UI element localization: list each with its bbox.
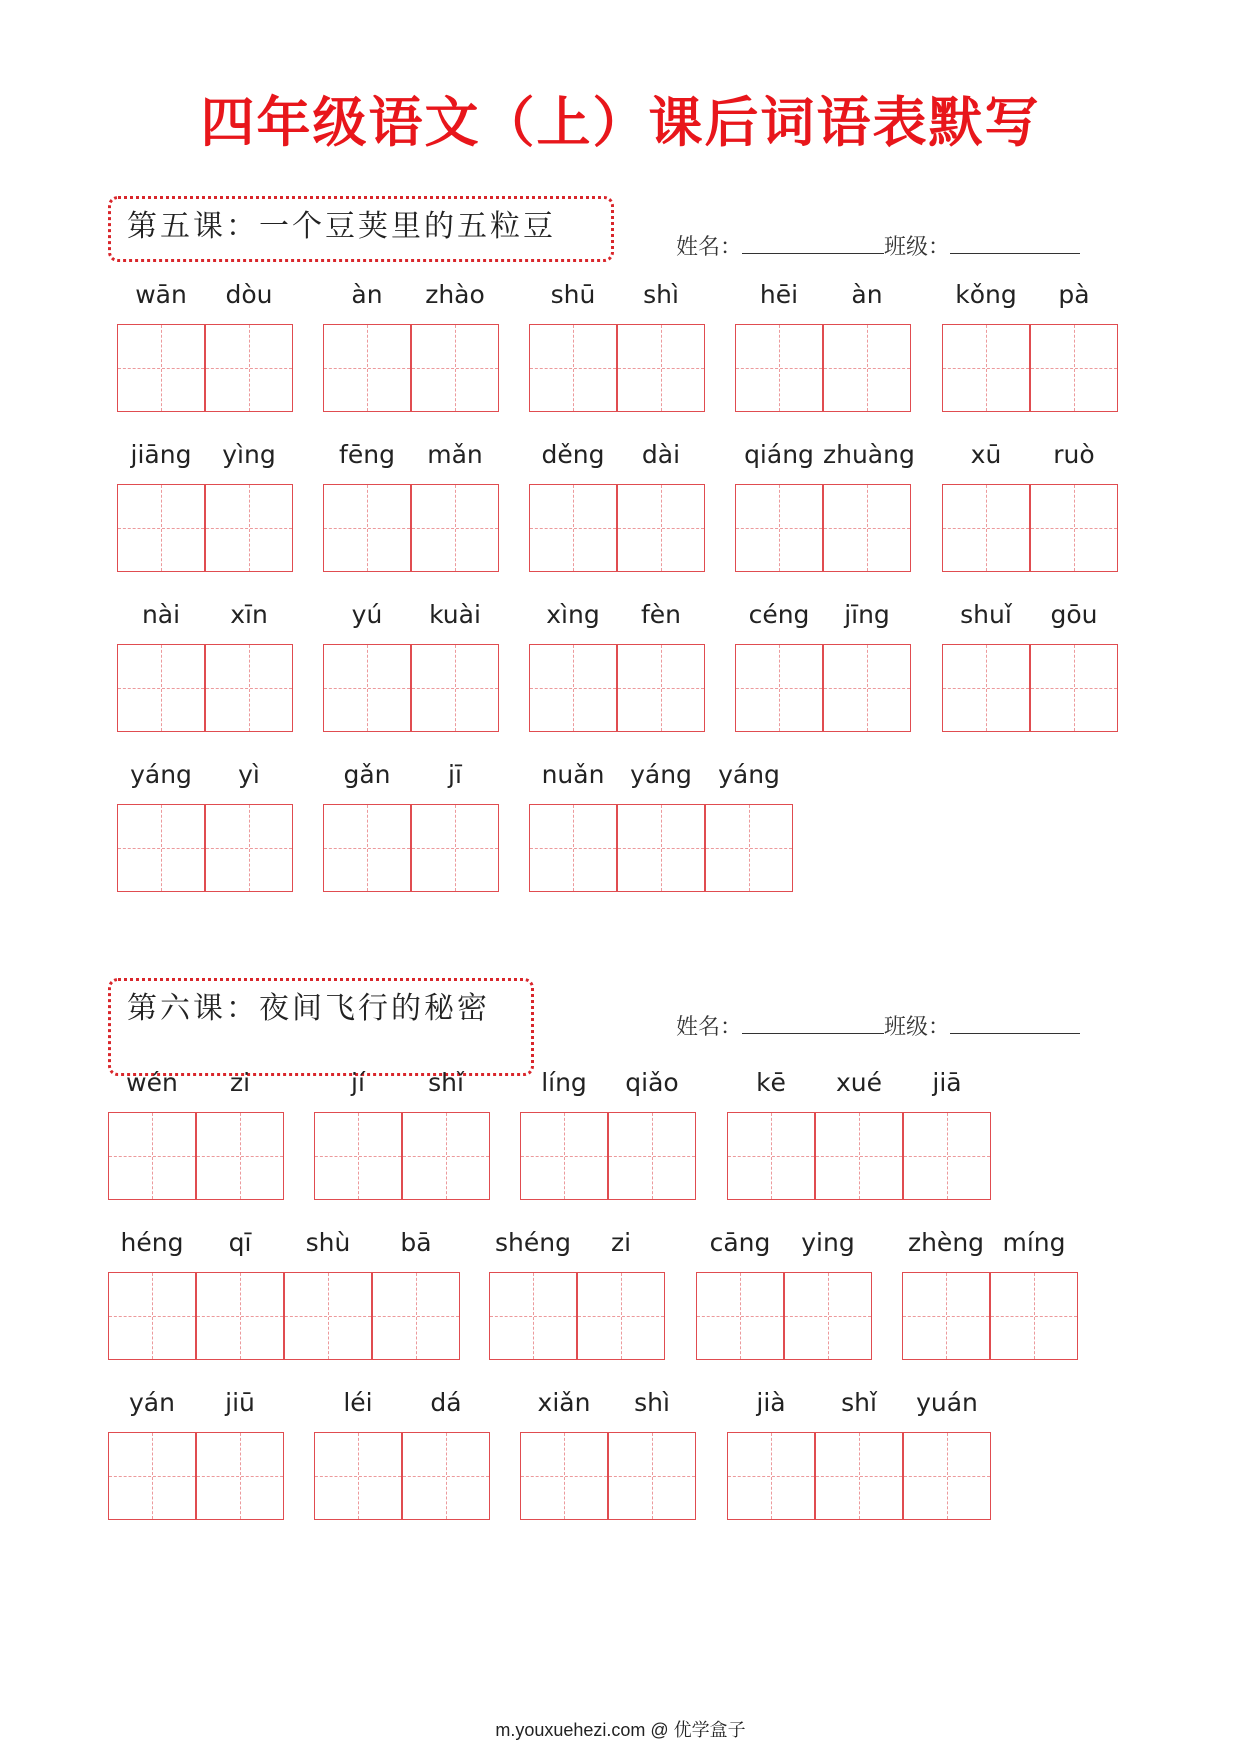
pinyin-syllable: ruò — [1053, 440, 1095, 469]
writing-cell[interactable] — [529, 324, 617, 412]
pinyin-syllable: míng — [1002, 1228, 1066, 1257]
writing-cell[interactable] — [696, 1272, 784, 1360]
pinyin-syllable: dá — [430, 1388, 462, 1417]
pinyin-syllable: yán — [129, 1388, 175, 1417]
writing-cell[interactable] — [617, 484, 705, 572]
writing-cell[interactable] — [205, 324, 293, 412]
writing-cell[interactable] — [314, 1112, 402, 1200]
writing-cell[interactable] — [902, 1272, 990, 1360]
pinyin-syllable: xīn — [230, 600, 268, 629]
pinyin-syllable: shū — [550, 280, 596, 309]
writing-cell[interactable] — [727, 1112, 815, 1200]
writing-cell[interactable] — [108, 1432, 196, 1520]
pinyin-syllable: jīng — [844, 600, 890, 629]
pinyin-syllable: zhuàng — [823, 440, 915, 469]
writing-cell[interactable] — [489, 1272, 577, 1360]
writing-cell[interactable] — [815, 1112, 903, 1200]
writing-cell[interactable] — [411, 804, 499, 892]
pinyin-syllable: àn — [851, 280, 883, 309]
pinyin-syllable: qī — [228, 1228, 252, 1257]
class-label: 班级： — [884, 235, 951, 260]
pinyin-syllable: qiáng — [744, 440, 814, 469]
writing-cell[interactable] — [617, 324, 705, 412]
pinyin-syllable: céng — [748, 600, 810, 629]
class-blank[interactable] — [950, 1013, 1080, 1034]
class-label: 班级： — [884, 1015, 951, 1040]
pinyin-syllable: dài — [641, 440, 681, 469]
pinyin-syllable: yáng — [718, 760, 780, 789]
pinyin-syllable: xìng — [546, 600, 600, 629]
writing-cell[interactable] — [942, 484, 1030, 572]
pinyin-syllable: shéng — [495, 1228, 571, 1257]
name-blank[interactable] — [742, 1013, 884, 1034]
writing-cell[interactable] — [903, 1432, 991, 1520]
pinyin-syllable: jiū — [225, 1388, 255, 1417]
writing-cell[interactable] — [784, 1272, 872, 1360]
pinyin-syllable: shì — [634, 1388, 670, 1417]
pinyin-syllable: shǐ — [428, 1068, 464, 1097]
writing-cell[interactable] — [529, 644, 617, 732]
writing-cell[interactable] — [823, 484, 911, 572]
pinyin-syllable: yú — [351, 600, 383, 629]
pinyin-syllable: shù — [305, 1228, 351, 1257]
pinyin-syllable: xiǎn — [537, 1388, 591, 1417]
writing-cell[interactable] — [108, 1112, 196, 1200]
pinyin-syllable: shuǐ — [960, 600, 1012, 629]
writing-cell[interactable] — [196, 1112, 284, 1200]
pinyin-syllable: zhào — [425, 280, 485, 309]
writing-cell[interactable] — [205, 484, 293, 572]
writing-cell[interactable] — [608, 1432, 696, 1520]
writing-cell[interactable] — [117, 804, 205, 892]
writing-cell[interactable] — [735, 484, 823, 572]
writing-cell[interactable] — [411, 484, 499, 572]
pinyin-syllable: xué — [835, 1068, 883, 1097]
writing-cell[interactable] — [815, 1432, 903, 1520]
writing-cell[interactable] — [823, 644, 911, 732]
pinyin-syllable: líng — [541, 1068, 587, 1097]
writing-cell[interactable] — [617, 804, 705, 892]
writing-cell[interactable] — [529, 804, 617, 892]
writing-cell[interactable] — [411, 644, 499, 732]
pinyin-syllable: yáng — [130, 760, 192, 789]
writing-cell[interactable] — [942, 644, 1030, 732]
writing-cell[interactable] — [608, 1112, 696, 1200]
writing-cell[interactable] — [402, 1112, 490, 1200]
pinyin-syllable: qiǎo — [625, 1068, 679, 1097]
student-info-lesson-5 — [676, 230, 1080, 261]
writing-cell[interactable] — [735, 644, 823, 732]
pinyin-syllable: àn — [351, 280, 383, 309]
writing-cell[interactable] — [372, 1272, 460, 1360]
name-label: 姓名： — [676, 235, 743, 260]
writing-cell[interactable] — [735, 324, 823, 412]
name-blank[interactable] — [742, 233, 884, 254]
writing-cell[interactable] — [196, 1272, 284, 1360]
pinyin-syllable: dòu — [225, 280, 273, 309]
pinyin-syllable: yuán — [916, 1388, 978, 1417]
pinyin-syllable: xū — [970, 440, 1002, 469]
writing-cell[interactable] — [323, 324, 411, 412]
pinyin-syllable: ying — [801, 1228, 855, 1257]
pinyin-syllable: jià — [756, 1388, 786, 1417]
writing-cell[interactable] — [823, 324, 911, 412]
writing-cell[interactable] — [205, 644, 293, 732]
footer-source: m.youxuehezi.com @ 优学盒子 — [495, 1720, 746, 1740]
writing-cell[interactable] — [411, 324, 499, 412]
writing-cell[interactable] — [942, 324, 1030, 412]
writing-cell[interactable] — [529, 484, 617, 572]
pinyin-syllable: bā — [400, 1228, 432, 1257]
writing-cell[interactable] — [117, 484, 205, 572]
pinyin-syllable: kuài — [429, 600, 481, 629]
page-title: 四年级语文（上）课后词语表默写 — [200, 91, 1041, 154]
writing-cell[interactable] — [990, 1272, 1078, 1360]
writing-cell[interactable] — [314, 1432, 402, 1520]
writing-cell[interactable] — [117, 324, 205, 412]
pinyin-syllable: mǎn — [427, 440, 483, 469]
pinyin-syllable: fēng — [339, 440, 395, 469]
pinyin-syllable: shì — [643, 280, 679, 309]
pinyin-syllable: zi — [610, 1228, 632, 1257]
writing-cell[interactable] — [1030, 324, 1118, 412]
writing-cell[interactable] — [196, 1432, 284, 1520]
class-blank[interactable] — [950, 233, 1080, 254]
writing-cell[interactable] — [520, 1432, 608, 1520]
pinyin-syllable: fèn — [640, 600, 682, 629]
pinyin-syllable: héng — [120, 1228, 184, 1257]
writing-cell[interactable] — [402, 1432, 490, 1520]
pinyin-syllable: cāng — [709, 1228, 771, 1257]
pinyin-syllable: jí — [351, 1068, 365, 1097]
pinyin-syllable: nuǎn — [541, 760, 605, 789]
pinyin-syllable: yáng — [630, 760, 692, 789]
writing-cell[interactable] — [727, 1432, 815, 1520]
writing-cell[interactable] — [323, 644, 411, 732]
writing-cell[interactable] — [520, 1112, 608, 1200]
pinyin-syllable: kē — [756, 1068, 786, 1097]
pinyin-syllable: zhèng — [907, 1228, 985, 1257]
writing-cell[interactable] — [903, 1112, 991, 1200]
pinyin-syllable: yìng — [222, 440, 276, 469]
pinyin-syllable: pà — [1058, 280, 1090, 309]
writing-cell[interactable] — [323, 804, 411, 892]
pinyin-syllable: děng — [541, 440, 605, 469]
pinyin-syllable: gǎn — [343, 760, 391, 789]
pinyin-syllable: gōu — [1050, 600, 1098, 629]
writing-cell[interactable] — [617, 644, 705, 732]
writing-cell[interactable] — [284, 1272, 372, 1360]
pinyin-syllable: wān — [135, 280, 187, 309]
lesson-5-heading: 第五课：一个豆荚里的五粒豆 — [108, 196, 614, 262]
pinyin-syllable: zi — [229, 1068, 251, 1097]
pinyin-syllable: léi — [343, 1388, 373, 1417]
writing-cell[interactable] — [577, 1272, 665, 1360]
writing-cell[interactable] — [1030, 644, 1118, 732]
pinyin-syllable: jī — [448, 760, 462, 789]
name-label: 姓名： — [676, 1015, 743, 1040]
pinyin-syllable: jiā — [932, 1068, 962, 1097]
writing-cell[interactable] — [108, 1272, 196, 1360]
writing-cell[interactable] — [1030, 484, 1118, 572]
pinyin-syllable: jiāng — [130, 440, 192, 469]
pinyin-syllable: wén — [126, 1068, 178, 1097]
pinyin-syllable: yì — [238, 760, 260, 789]
writing-cell[interactable] — [117, 644, 205, 732]
pinyin-syllable: nài — [141, 600, 181, 629]
pinyin-syllable: shǐ — [841, 1388, 877, 1417]
student-info-lesson-6 — [676, 1010, 1080, 1041]
lesson-6-heading: 第六课：夜间飞行的秘密 — [108, 978, 534, 1076]
writing-cell[interactable] — [323, 484, 411, 572]
writing-cell[interactable] — [205, 804, 293, 892]
pinyin-syllable: hēi — [759, 280, 799, 309]
pinyin-syllable: kǒng — [955, 280, 1017, 309]
writing-cell[interactable] — [705, 804, 793, 892]
